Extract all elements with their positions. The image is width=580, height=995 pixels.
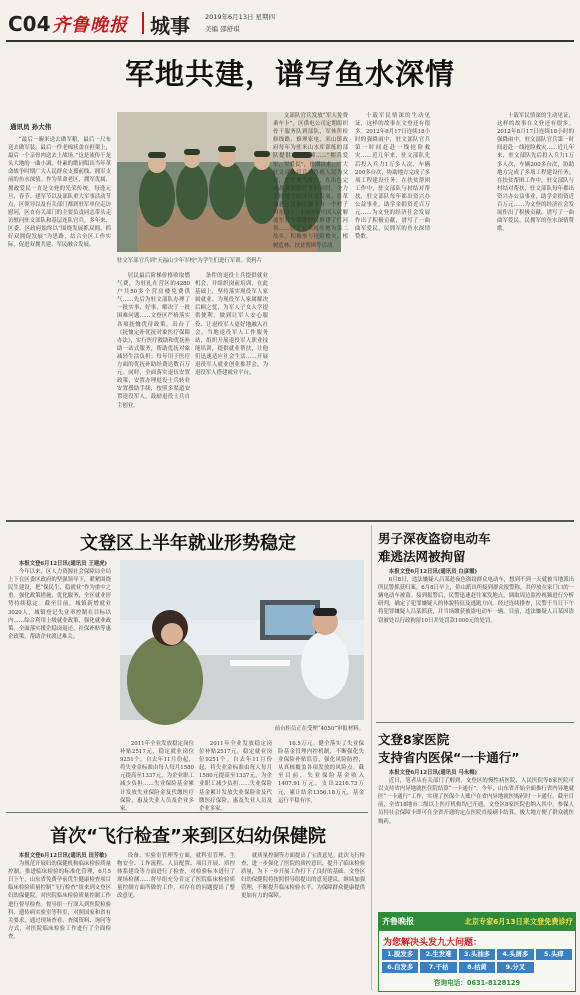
article2-column-2 — [120, 740, 194, 812]
article2-col2-text: 2011年全业发放稳定岗位补贴2517元，稳定就业岗位9251个。自去年11月份起，将失业金标准由每人每月1580元提高至1337元，为企业职工减少负担……失业保险基金累计发放失业保险金及代缴医疗保险，惠及失业人员及企业多家。 — [120, 741, 194, 812]
article2-byline: 本报文登6月12日讯(通讯员 王建虎) — [18, 561, 108, 567]
article3-col2-text: 设备、实验室管理等方面，就科室管理、生物安全、工作流程、人员配置、项目开展、质控体系建设等方面进行了检查，对检验标本进行了现场检测……督导组充分肯定了医院临床检验质量控制方面所做的工作，对存在的问题提出了整改意见。 — [117, 853, 235, 900]
article2-col3-text: 16.5万元。健全落实了失业保险基金管理内控机制，不断强化失业保险补贴监管，强化风险防控，从真核覆盖各项发放的风险点。截至目前，失业保险基金收入1407.91万元，支出2216.73万元，累计结余1356.18万元，基金运行平稳有序。 — [278, 741, 364, 804]
article5-byline: 本报文登6月12日讯(通讯员 马永梅) — [388, 770, 478, 776]
ad-phone: 咨询电话：0631-8128129 — [433, 979, 521, 987]
lower-column-divider — [371, 525, 372, 990]
article1-col1-text: “最后一碗米送去做军粮，最后一尺布送去做军装，最后一件老棉袄盖在担架上，最后一个亲骨肉送去上战场。”这是流传于龙头大地的一曲小调，朴素的歌词唱出当年革命战争时期广大人民群众支援前线、拥军支前的鱼水深情。作为革命老区，拥军优属、拥政爱民一直是文登的光荣传统。每逢元旦、春节、建军节以及部队重大军事活动节点，区领导以及有关部门都到驻军单位走访慰问，区直有关部门的主要负责同志带头走访慰问驻文部队和基层连队官兵。多年来，区委、区政府始终以“围绕发展抓双拥、抓好双拥促发展”为思路，结合全区工作实际，促进双拥共建、军民融合发展。 — [8, 137, 111, 249]
article3-title: 首次“飞行检查”来到区妇幼保健院 — [50, 826, 326, 847]
ad-item: 1.脱发多 — [382, 949, 418, 960]
article1-column-4 — [273, 112, 348, 514]
article2-column-4 — [278, 740, 364, 808]
article1-col4-text: 文部队官兵发放“军人免费乘车卡”，区供电公司定期组织骨干服务队到部队、军休所检修线路、修理家电，米山镇政府每年为驻米山水库训练的部队提供后勤保障……“拥兵爱军、军爱民”，长期以来，广大驻文部队官兵始终视人民为父母，把驻地当故乡，在出色完成战备训练任务的同时，全力支持地方经济社会发展。在革命老区昆嵛山脚下有一个村子叫东泊子，1965年中国人民解放军驻军帮助村民修建了拦河坝……驻军官兵视驻地为第二故乡，积极参与抢险救灾、植树造林、扶贫帮困等活动。 — [273, 113, 348, 249]
page-number: C04 — [8, 12, 51, 36]
masthead-rule — [6, 40, 574, 42]
ad-item: 8.枯黄 — [459, 962, 495, 973]
article2-column-1 — [8, 560, 111, 800]
article2-bottom-rule — [6, 812, 368, 813]
article5-body — [378, 769, 574, 905]
logo-divider — [142, 12, 144, 34]
article1-column-3 — [195, 272, 268, 514]
article2-photo — [120, 560, 364, 720]
article4-title-line1: 男子深夜盗窃电动车 — [378, 531, 491, 546]
article3-col1-text: 为规范开展妇幼保健机构临床检验质量控制，推进临床检验的标准化管理，6月5日下午，山东省免费孕前优生健康检查项目临床检验质量控制“飞行检查”组来到文登区妇幼保健院，对医院临床检验质量控制工作进行督导检查。督导组一行深入到医院检验科、遗传病实验室等科室，对照国家和省有关要求，通过现场查看、查阅资料、询问等方式，对医院临床检验工作进行了全面检查。 — [8, 861, 111, 940]
article1-column-1 — [8, 136, 111, 514]
article3-column-1 — [8, 852, 111, 990]
ad-item: 3.头油多 — [459, 949, 495, 960]
article3-byline: 本报文登6月12日讯(通讯员 田芳敏) — [18, 853, 108, 859]
ad-item: 6.白发多 — [382, 962, 418, 973]
ad-item: 4.头屑多 — [497, 949, 533, 960]
article4-body-text: 6月8日，违法嫌疑人吕某趁夜色盗窃群众电动车，想到不到一天就被当地派出所民警抓获归案。6月8日早上，侨山派出所接到群众报警称，其停放在家门口的一辆电动车被盗。接到报警后，民警迅速赶往案发地点，调取周边监控视频进行分析研判，确定了犯罪嫌疑人的体貌特征及逃跑方向。经过连续排查，民警于当日下午将犯罪嫌疑人吕某抓获，并当场缴获被盗电动车一辆。目前，违法嫌疑人吕某因盗窃被处以行政拘留10日并处罚款1000元的处罚。 — [378, 577, 574, 624]
editor-credit: 美编 邵舒琪 — [205, 25, 240, 33]
article4-byline: 本报文登6月12日讯(通讯员 白彦霞) — [388, 569, 478, 575]
article2-col1-text: 今年以来，区人力资源社会保障局全局上下在区委区政府的坚强领导下，紧紧围绕民生建设，把“保民生、稳就业”作为重中之重，强化政策措施，优化服务，全区就业形势持续稳定。截至目前，城镇新增就业3020人，城镇登记失业率控制在目标以内……综合利用上级就业政策，强化就业政策，全面落实援企稳岗返还、社保补贴等惠企政策，帮助企业渡过难关。 — [8, 569, 111, 640]
article2-column-3 — [199, 740, 272, 812]
article1-col5-continued: 十载军民情深的生动见证，这样的故事在文登还有很多。2012年8月17日连续18小时的强降雨中，驻文部队官兵第一时间赶赴一线抢险救灾……近几年来，驻文部队先后投入兵力1万多人次，车辆200多台次，协助地方完成了多项工程建设任务；在扶贫帮困工作中，驻文部队与村结对帮扶，驻文部队每年都出资兴办公益事业，助学金捐资近百万元……为文登的经济社会发展作出了积极贡献，谱写了一曲曲军爱民、民拥军的鱼水深情赞歌。 — [497, 113, 574, 233]
article1-column-5 — [355, 112, 430, 514]
article1-col3-text: 条件的退役士兵提供就业机会，并组织岗前培训，在此基础上，坚持落实现役军人家属就业、为现役军人家属解决后顾之忧、为军人子女入学提供便利，做到让军人安心服役、让退役军人更好地融入社会。当地退役军人工作服务站，组织开展退役军人职业技能培训，提供就业帮扶，让他们迅速适应社会生活……开展退役军人就业创业推荐会，为退役军人搭建就业平台。 — [195, 273, 268, 377]
issue-date: 2019年6月13日 星期四 — [205, 13, 276, 21]
masthead — [0, 0, 580, 40]
article3-col3-text: 就质量控制等方面提出了宝贵意见。此次飞行检查，进一步强化了医院的质控意识，提升了临床检验质量，为下一步开展工作打下了良好的基础。文登区妇幼保健院将按照督导组提出的意见建议，继续加强管理，不断提升临床检验水平，为保障群众健康提供更加有力的保障。 — [241, 853, 366, 900]
article1-photo-caption: 驻文军部官兵到"天福山少年军校"为学生们进行军训。资料片 — [117, 258, 263, 264]
article4-bottom-rule — [376, 722, 574, 723]
article1-title: 军地共建，谱写鱼水深情 — [124, 57, 455, 91]
article1-bottom-rule — [6, 520, 574, 522]
ad-item: 7.干枯 — [420, 962, 456, 973]
ad-brand-logo: 齐鲁晚报 — [382, 916, 414, 926]
ad-item: 5.头痒 — [536, 949, 572, 960]
ad-top-banner: 北京专家6月13日来文登免费诊疗 — [464, 917, 573, 926]
ad-headline: 为您解决头发九大问题： — [383, 938, 483, 948]
article2-title: 文登区上半年就业形势稳定 — [80, 533, 296, 554]
article1-byline: 通讯员 孙大伟 — [10, 123, 52, 131]
section-name: 城事 — [150, 14, 190, 38]
ad-item: 2.生发难 — [420, 949, 456, 960]
article1-col5-text: 十载军民情深的生动见证，这样的故事在文登还有很多。2012年8月17日连续18小时的强降雨中，驻文部队官兵第一时间赶赴一线抢险救灾……近几年来，驻文部队先后投入兵力1万多人次，车辆200多台次，协助地方完成了多项工程建设任务；在扶贫帮困工作中，驻文部队与村结对帮扶，驻文部队每年都出资兴办公益事业，助学金捐资近百万元……为文登的经济社会发展作出了积极贡献，谱写了一曲曲军爱民、民拥军的鱼水深情赞歌。 — [355, 113, 430, 241]
paper-logo: 齐鲁晚报 — [52, 15, 128, 36]
article2-photo-caption: 前台柜员正在受理“4050”审报材料。 — [274, 726, 364, 732]
article5-body-text: 近日，笔者从有关部门了解到，文登区的慢性病医院、人民医院等8家医院可以支持省内异地就医住院结算“一卡通行”。今年，山东省开始全面推行省内异地就医“一卡通行”工作，实现了医保个人账户在省内异地就医购药时一卡通行。截至目前，全省18地市二级以上医疗机构均已开通，文登区8家医院也纳入其中。参保人员持社会保障卡即可在全省开通的定点医院直接刷卡结算，极大地方便了群众就医购药。 — [378, 778, 574, 825]
article1-column-2 — [117, 272, 190, 514]
ad-items-grid — [382, 949, 572, 973]
article3-column-2 — [117, 852, 235, 990]
ad-item: 9.分叉 — [497, 962, 533, 973]
article2-col2-continued: 2011年全业发放稳定岗位补贴2517元，稳定就业岗位9251个。自去年11月份起，将失业金标准由每人每月1580元提高至1337元，为企业职工减少负担……失业保险基金累计发放失业保险金及代缴医疗保险，惠及失业人员及企业多家。 — [199, 741, 272, 812]
article3-column-3 — [241, 852, 365, 990]
article5-title-line1: 文登8家医院 — [378, 732, 450, 747]
hair-clinic-ad — [378, 912, 576, 992]
article1-col2-text: 居民最后阶梯价格收取燃气费，为驻扎在营区的4280户共50多个营房楼免费供气……先后为驻文部队办理了一批实事、好事，解决了一批困难问题……文登区严格落实各项抚恤优待政策，出台了《抚恤定补优抚对象医疗保障办法》，实行医疗救助和优抚补助一站式服务，帮助优抚对象减轻生活负担；每年用于医疗方面的优抚补助经费达数百万元。同时，全面落实退伍安置政策，安置办理退役士兵转业安置援助手续，按照多渠道安置退役军人，鼓励退役士兵自主创业。 — [117, 273, 190, 409]
article4-body — [378, 568, 574, 716]
article1-column-6 — [497, 112, 574, 514]
article2-photo-image — [120, 560, 364, 720]
article5-title-line2: 支持省内医保“一卡通行” — [378, 750, 520, 765]
article4-title-line2: 难逃法网被拘留 — [378, 549, 466, 564]
